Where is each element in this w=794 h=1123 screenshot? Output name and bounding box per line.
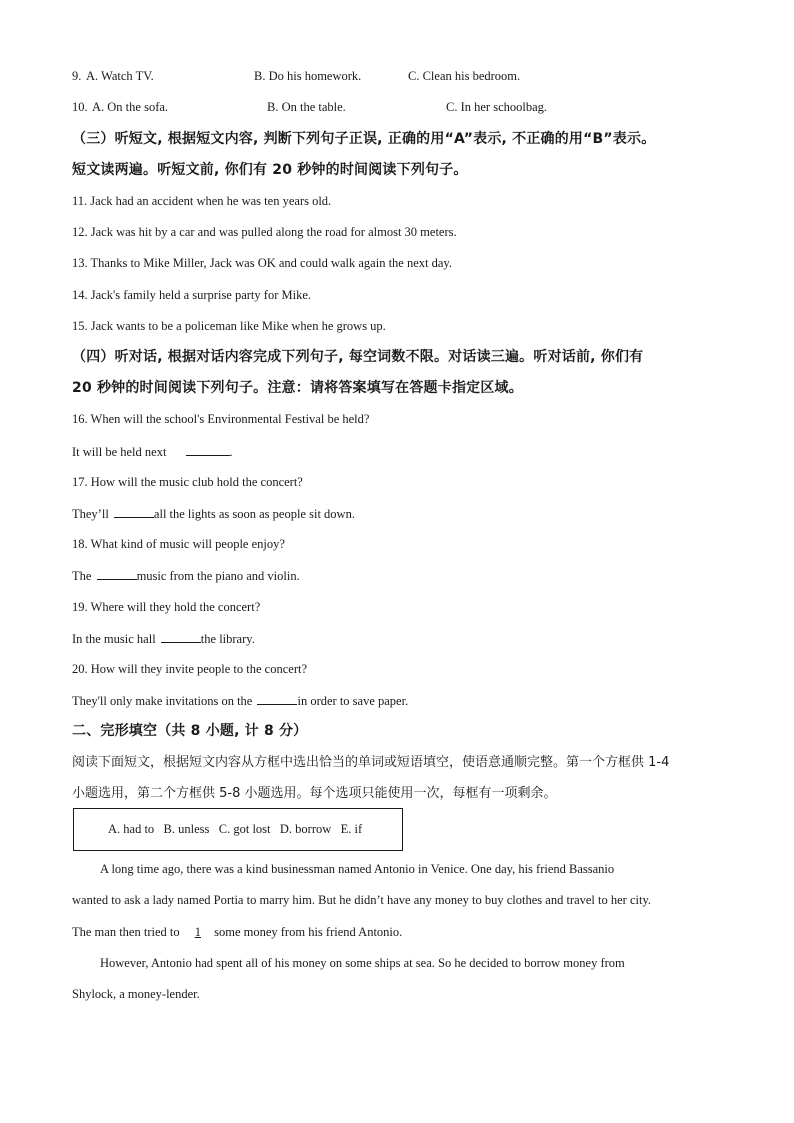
answer-16-suffix: . [229,445,233,459]
word-options: A. had to B. unless C. got lost D. borrow E. if [108,822,363,836]
q10-option-c: C. In her schoolbag. [446,100,548,114]
answer-20-prefix: They'll only make invitations on the [72,694,253,708]
statement-12: 12. Jack was hit by a car and was pulled along the road for almost 30 meters. [72,225,457,239]
question-16: 16. When will the school's Environmental Festival be held? [72,412,370,426]
question-17: 17. How will the music club hold the concert? [72,475,303,489]
section3-heading-line1: （三）听短文, 根据短文内容, 判断下列句子正误, 正确的用“A”表示, 不正确的用“B”表示。 [72,131,656,147]
answer-17 [72,505,355,522]
section4-heading-line2: 20 秒钟的时间阅读下列句子。注意：请将答案填写在答题卡指定区域。 [72,380,523,396]
passage-p1-line3 [72,924,402,940]
passage-p2-line2: Shylock, a money-lender. [72,987,200,1001]
q10-number: 10. [72,100,88,114]
q9-option-c: C. Clean his bedroom. [408,69,521,83]
answer-19-blank[interactable] [161,630,201,643]
part2-instructions-line1: 阅读下面短文，根据短文内容从方框中选出恰当的单词或短语填空，使语意通顺完整。第一个方框供 1-4 [72,755,670,770]
answer-20 [72,692,408,709]
passage-p1-line3-prefix: The man then tried to [72,925,180,939]
section3-heading-line2: 短文读两遍。听短文前, 你们有 20 秒钟的时间阅读下列句子。 [72,162,468,178]
answer-16 [72,443,233,460]
cloze-blank-1[interactable]: 1 [194,925,201,939]
q9-option-b: B. Do his homework. [254,69,362,83]
answer-18-blank[interactable] [97,567,137,580]
answer-18-suffix: music from the piano and violin. [136,569,300,583]
q9-option-a: A. Watch TV. [86,69,154,83]
q9-number: 9. [72,69,82,83]
question-18: 18. What kind of music will people enjoy? [72,537,285,551]
answer-20-suffix: in order to save paper. [297,694,409,708]
statement-13: 13. Thanks to Mike Miller, Jack was OK and could walk again the next day. [72,256,452,270]
word-options-box [73,808,403,851]
statement-14: 14. Jack's family held a surprise party for Mike. [72,288,311,302]
question-19: 19. Where will they hold the concert? [72,600,261,614]
answer-16-prefix: It will be held next [72,445,167,459]
part2-instructions-line2: 小题选用，第二个方框供 5-8 小题选用。每个选项只能使用一次，每框有一项剩余。 [72,786,557,801]
answer-17-prefix: They’ll [72,507,109,521]
answer-18 [72,567,300,584]
answer-16-blank[interactable] [186,443,230,456]
answer-19 [72,630,255,647]
answer-19-suffix: the library. [200,632,255,646]
statement-15: 15. Jack wants to be a policeman like Mike when he grows up. [72,319,386,333]
statement-11: 11. Jack had an accident when he was ten years old. [72,194,332,208]
answer-19-prefix: In the music hall [72,632,156,646]
passage-p1-line1: A long time ago, there was a kind businessman named Antonio in Venice. One day, his friend Bassanio [100,862,615,876]
section4-heading-line1: （四）听对话, 根据对话内容完成下列句子, 每空词数不限。对话读三遍。听对话前, 你们有 [72,349,644,365]
answer-18-prefix: The [72,569,92,583]
question-20: 20. How will they invite people to the concert? [72,662,308,676]
answer-17-suffix: all the lights as soon as people sit down. [153,507,355,521]
passage-p1-line2: wanted to ask a lady named Portia to marry him. But he didn’t have any money to buy clothes and travel to her city. [72,893,652,907]
answer-17-blank[interactable] [114,505,154,518]
q10-option-a: A. On the sofa. [92,100,169,114]
q10-option-b: B. On the table. [267,100,346,114]
question-9-options [72,68,722,84]
passage-p1-line3-suffix: some money from his friend Antonio. [214,925,403,939]
part2-heading: 二、完形填空（共 8 小题, 计 8 分） [72,723,308,739]
answer-20-blank[interactable] [257,692,297,705]
passage-p2-line1: However, Antonio had spent all of his money on some ships at sea. So he decided to borrow money from [100,956,625,970]
question-10-options [72,99,722,115]
